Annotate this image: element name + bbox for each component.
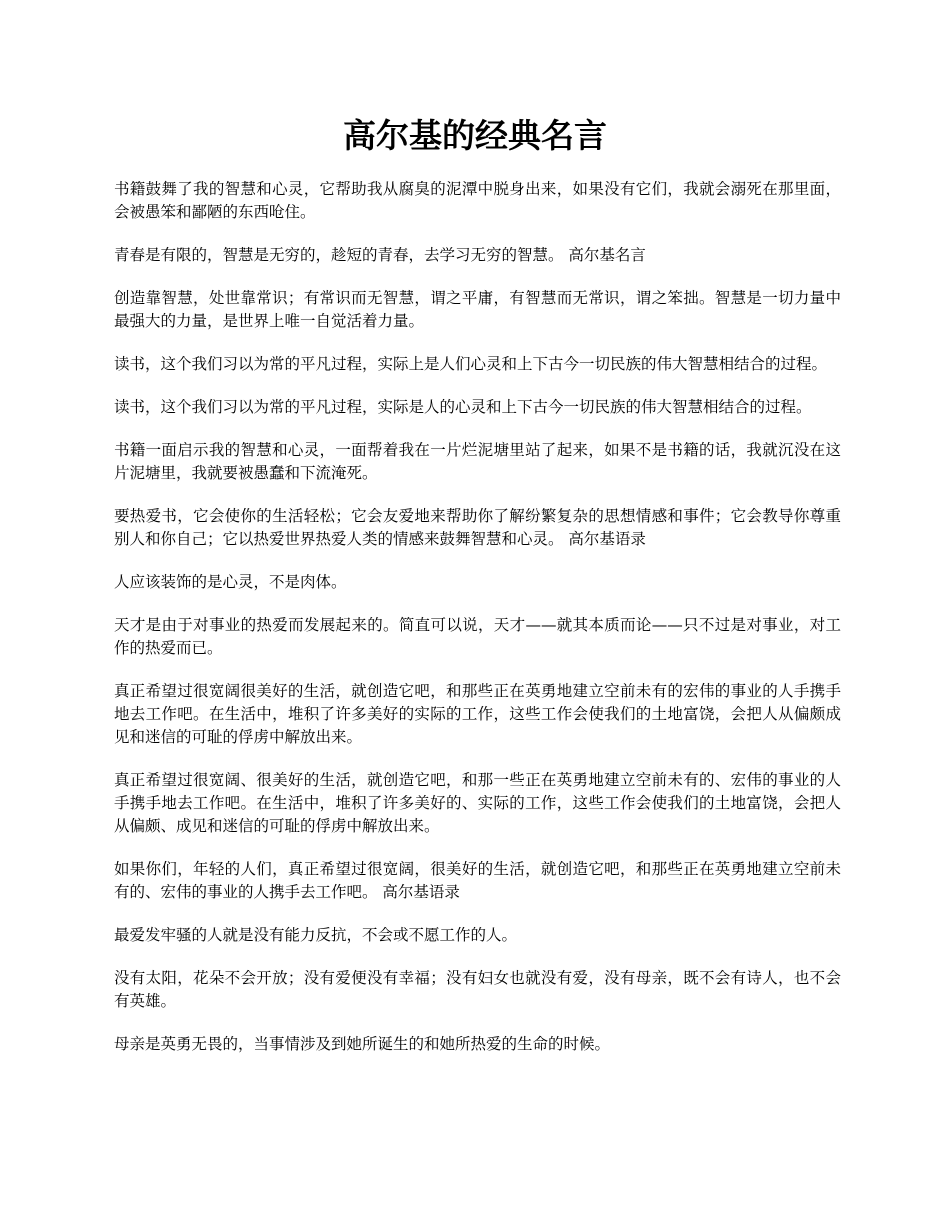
quote-paragraph: 读书，这个我们习以为常的平凡过程，实际是人的心灵和上下古今一切民族的伟大智慧相结合的过程。	[114, 398, 812, 416]
page-title: 高尔基的经典名言	[343, 116, 607, 155]
quote-paragraph: 书籍一面启示我的智慧和心灵，一面帮着我在一片烂泥塘里站了起来，如果不是书籍的话，我就沉没在这片泥塘里，我就要被愚蠢和下流淹死。	[114, 441, 841, 482]
quote-paragraph: 真正希望过很宽阔很美好的生活，就创造它吧，和那些正在英勇地建立空前未有的宏伟的事业的人手携手地去工作吧。在生活中，堆积了许多美好的实际的工作，这些工作会使我们的土地富饶，会把人从偏颇成见和迷信的可耻的俘虏中解放出来。	[114, 682, 841, 746]
quote-paragraph: 创造靠智慧，处世靠常识；有常识而无智慧，谓之平庸，有智慧而无常识，谓之笨拙。智慧是一切力量中最强大的力量，是世界上唯一自觉活着力量。	[114, 289, 841, 330]
quote-paragraph: 母亲是英勇无畏的，当事情涉及到她所诞生的和她所热爱的生命的时候。	[114, 1035, 611, 1053]
quote-paragraph: 要热爱书，它会使你的生活轻松；它会友爱地来帮助你了解纷繁复杂的思想情感和事件；它会教导你尊重别人和你自己；它以热爱世界热爱人类的情感来鼓舞智慧和心灵。 高尔基语录	[114, 507, 841, 548]
quote-paragraph: 青春是有限的，智慧是无穷的，趁短的青春，去学习无穷的智慧。 高尔基名言	[114, 246, 646, 264]
quote-paragraph: 人应该装饰的是心灵，不是肉体。	[114, 573, 347, 591]
quote-paragraph: 最爱发牢骚的人就是没有能力反抗，不会或不愿工作的人。	[114, 926, 518, 944]
quote-paragraph: 书籍鼓舞了我的智慧和心灵，它帮助我从腐臭的泥潭中脱身出来，如果没有它们，我就会溺死在那里面，会被愚笨和鄙陋的东西呛住。	[114, 180, 841, 221]
document-body	[114, 178, 841, 1076]
quote-paragraph: 读书，这个我们习以为常的平凡过程，实际上是人们心灵和上下古今一切民族的伟大智慧相结合的过程。	[114, 355, 828, 373]
quote-paragraph: 天才是由于对事业的热爱而发展起来的。简直可以说，天才——就其本质而论——只不过是对事业，对工作的热爱而已。	[114, 616, 841, 657]
quote-paragraph: 没有太阳，花朵不会开放；没有爱便没有幸福；没有妇女也就没有爱，没有母亲，既不会有诗人，也不会有英雄。	[114, 969, 841, 1010]
quote-paragraph: 真正希望过很宽阔、很美好的生活，就创造它吧，和那一些正在英勇地建立空前未有的、宏伟的事业的人手携手地去工作吧。在生活中，堆积了许多美好的、实际的工作，这些工作会使我们的土地富饶，会把人从偏颇、成见和迷信的可耻的俘虏中解放出来。	[114, 771, 841, 835]
quote-paragraph: 如果你们，年轻的人们，真正希望过很宽阔，很美好的生活，就创造它吧，和那些正在英勇地建立空前未有的、宏伟的事业的人携手去工作吧。 高尔基语录	[114, 860, 841, 901]
